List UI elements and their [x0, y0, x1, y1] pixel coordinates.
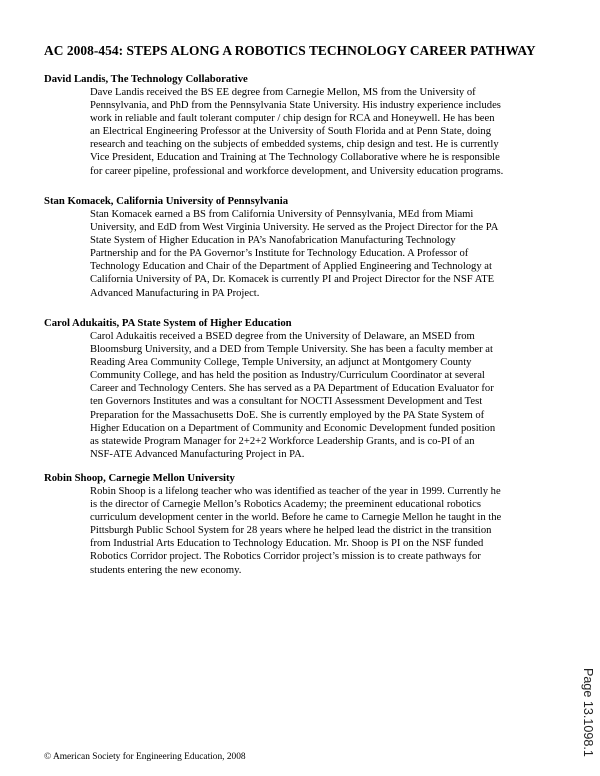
bio-line: ten Governors Institutes and was a consultant for NOCTI Assessment Development and Test [90, 396, 483, 408]
bio-line: Pennsylvania, and PhD from the Pennsylvania State University. His industry experience includes [90, 100, 501, 112]
bio-line: Dave Landis received the BS EE degree from Carnegie Mellon, MS from the University of [90, 87, 476, 98]
bio-line: Robotics Corridor project. The Robotics Corridor project’s mission is to create pathways for [90, 551, 481, 563]
bio-line: work in reliable and fault tolerant computer / chip design for RCA and Honeywell. He has been [90, 113, 495, 125]
bio-line: for career pipeline, professional and workforce development, and University education programs. [90, 165, 504, 177]
author-bio-text [90, 86, 556, 178]
author-bio [44, 195, 564, 300]
author-bio-text [90, 330, 556, 461]
author-name: Carol Adukaitis, PA State System of Higher Education [44, 317, 292, 329]
author-name: Stan Komacek, California University of Pennsylvania [44, 195, 289, 207]
bio-line: is the director of Carnegie Mellon’s Robotics Academy; the preeminent educational robotics [90, 499, 481, 511]
bio-line: Career and Technology Centers. She has served as a PA Department of Education Evaluator for [90, 383, 494, 395]
bio-line: NSF-ATE Advanced Manufacturing Project in PA. [90, 448, 305, 460]
bio-line: students entering the new economy. [90, 564, 242, 576]
author-bio [44, 317, 564, 461]
bio-line: from Industrial Arts Education to Technology Education. Mr. Shoop is PI on the NSF funded [90, 538, 484, 550]
author-name: Robin Shoop, Carnegie Mellon University [44, 472, 235, 484]
bio-line: Pittsburgh Public School System for 28 years where he helped lead the district in the transition [90, 525, 492, 537]
bio-line: State System of Higher Education in PA’s Nanofabrication Manufacturing Technology [90, 235, 456, 247]
bio-line: Robin Shoop is a lifelong teacher who was identified as teacher of the year in 1999. Currently he [90, 486, 501, 497]
bio-line: Vice President, Education and Training at The Technology Collaborative where he is responsible [90, 152, 500, 164]
bio-line: an Electrical Engineering Professor at the University of South Florida and at Penn State, doing [90, 126, 492, 138]
page-number: Page 13.1098.1 [581, 668, 595, 757]
bio-line: Community College, and has held the position as Industry/Curriculum Coordinator at several [90, 370, 485, 382]
bio-line: Advanced Manufacturing in PA Project. [90, 287, 260, 299]
bio-line: curriculum development center in the world. Before he came to Carnegie Mellon he taught in the [90, 512, 502, 524]
author-bio [44, 73, 564, 178]
bio-line: Preparation for the Massachusetts DoE. She is currently employed by the PA State System of [90, 409, 485, 421]
bio-line: Stan Komacek earned a BS from California University of Pennsylvania, MEd from Miami [90, 209, 474, 220]
bio-line: Higher Education on a Department of Community and Economic Development funded position [90, 422, 496, 434]
author-bio [44, 472, 564, 577]
author-bio-text [90, 485, 556, 577]
bio-line: California University of PA, Dr. Komacek is currently PI and Project Director for the NSF ATE [90, 274, 495, 286]
bio-line: Carol Adukaitis received a BSED degree from the University of Delaware, an MSED from [90, 331, 475, 342]
bio-line: research and teaching on the subjects of embedded systems, chip design and test. He is currently [90, 139, 499, 151]
page-title: AC 2008-454: STEPS ALONG A ROBOTICS TECHNOLOGY CAREER PATHWAY [44, 43, 536, 58]
bio-line: Reading Area Community College, Temple University, an adjunct at Montgomery County [90, 357, 472, 369]
copyright-notice: © American Society for Engineering Education, 2008 [44, 752, 246, 762]
author-name: David Landis, The Technology Collaborative [44, 73, 248, 85]
bio-line: Partnership and for the PA Governor’s Institute for Technology Education. A Professor of [90, 248, 469, 260]
author-bio-text [90, 208, 556, 300]
bio-line: Technology Education and Chair of the Department of Applied Engineering and Technology at [90, 261, 492, 273]
bio-line: as statewide Program Manager for 2+2+2 Workforce Leadership Grants, and is co-PI of an [90, 435, 475, 447]
bio-line: University, and EdD from West Virginia University. He served as the Project Director for the PA [90, 222, 499, 234]
bio-line: Bloomsburg University, and a DED from Temple University. She has been a faculty member at [90, 344, 493, 356]
